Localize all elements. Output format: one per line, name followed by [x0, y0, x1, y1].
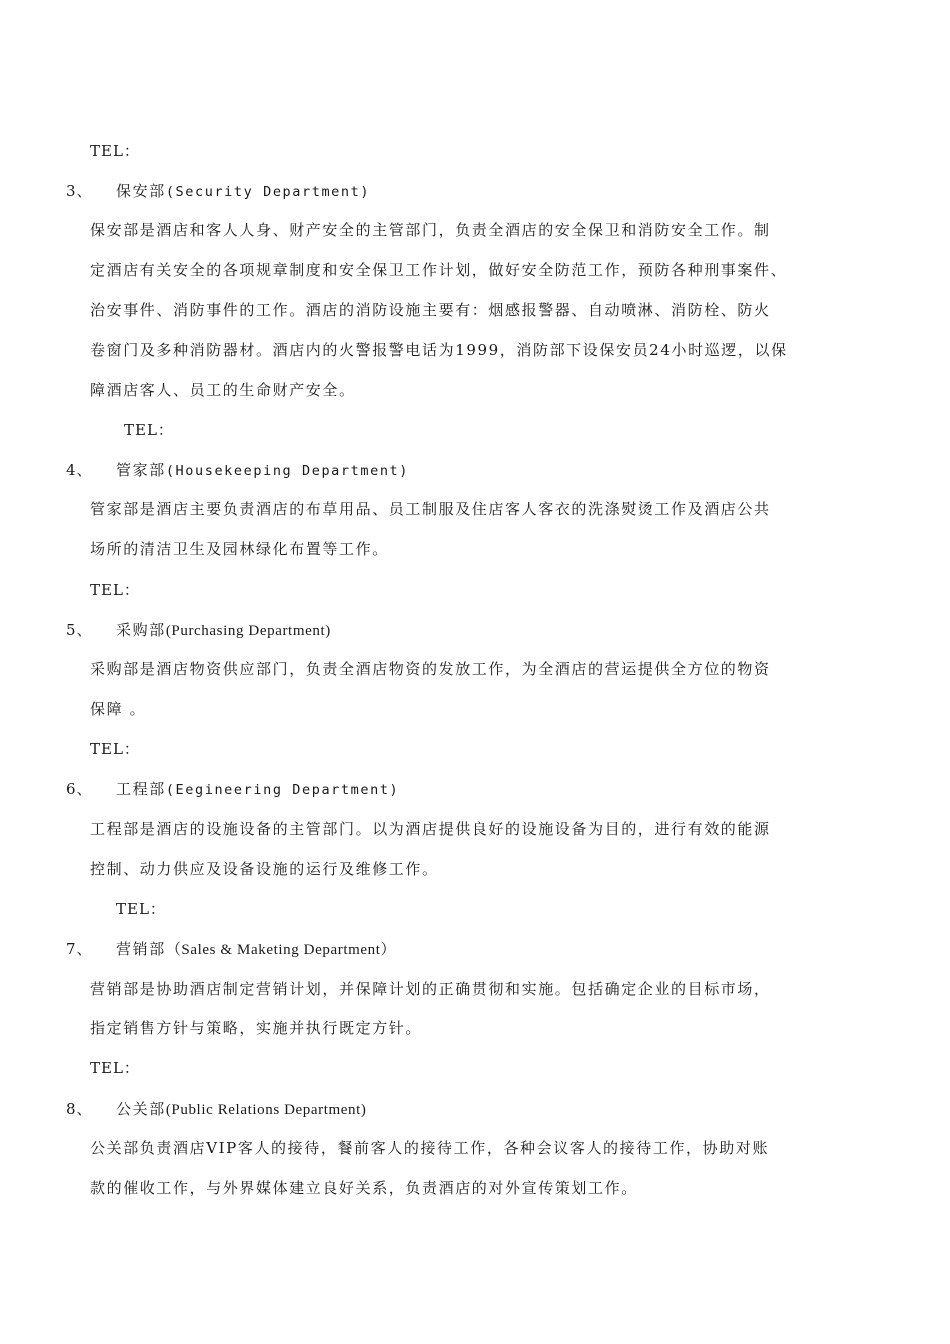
section-title-cn: 管家部 — [116, 461, 166, 479]
paragraph-line: 治安事件、消防事件的工作。酒店的消防设施主要有：烟感报警器、自动喷淋、消防栓、防火 — [90, 301, 771, 319]
section-title — [116, 939, 396, 960]
paragraph-line: 场所的清洁卫生及园林绿化布置等工作。 — [90, 540, 389, 558]
paragraph-line: 定酒店有关安全的各项规章制度和安全保卫工作计划，做好安全防范工作，预防各种刑事案件、 — [90, 261, 788, 279]
paragraph-line: 采购部是酒店物资供应部门，负责全酒店物资的发放工作，为全酒店的营运提供全方位的物资 — [90, 660, 771, 678]
section-title — [116, 620, 331, 641]
paragraph-line: 工程部是酒店的设施设备的主管部门。以为酒店提供良好的设施设备为目的，进行有效的能源 — [90, 820, 771, 838]
section-title — [116, 779, 399, 800]
paragraph-line: 指定销售方针与策略，实施并执行既定方针。 — [90, 1019, 423, 1037]
section-title-en: (Public Relations Department) — [165, 1102, 367, 1118]
section-title-cn: 工程部 — [116, 780, 166, 798]
section-number: 8、 — [66, 1100, 93, 1118]
section-number: 5、 — [66, 621, 93, 639]
paragraph-line: 公关部负责酒店VIP客人的接待，餐前客人的接待工作，各种会议客人的接待工作，协助对账 — [90, 1139, 770, 1157]
section-title-en: (Housekeeping Department) — [165, 463, 410, 479]
section-title-en: (Purchasing Department) — [165, 623, 331, 639]
section-title-en: （Sales & Maketing Department） — [165, 942, 397, 958]
tel-label: TEL： — [116, 900, 166, 918]
section-title-cn: 公关部 — [116, 1100, 166, 1118]
section-title-cn: 保安部 — [116, 182, 166, 200]
section-title — [116, 181, 370, 202]
section-title-en: (Security Department) — [165, 184, 371, 200]
paragraph-line: 保安部是酒店和客人人身、财产安全的主管部门，负责全酒店的安全保卫和消防安全工作。制 — [90, 221, 771, 239]
paragraph-line: 管家部是酒店主要负责酒店的布草用品、员工制服及住店客人客衣的洗涤熨烫工作及酒店公共 — [90, 500, 771, 518]
paragraph-line: 保障 。 — [90, 700, 147, 718]
tel-label: TEL： — [90, 581, 140, 599]
section-number: 3、 — [66, 182, 93, 200]
section-title-en: (Eegineering Department) — [165, 782, 400, 798]
section-number: 7、 — [66, 940, 93, 958]
section-number: 6、 — [66, 780, 93, 798]
paragraph-line: 卷窗门及多种消防器材。酒店内的火警报警电话为1999，消防部下设保安员24小时巡逻，以保 — [90, 341, 788, 359]
paragraph-line: 营销部是协助酒店制定营销计划，并保障计划的正确贯彻和实施。包括确定企业的目标市场， — [90, 980, 771, 998]
tel-label: TEL： — [90, 142, 140, 160]
tel-label: TEL： — [90, 740, 140, 758]
paragraph-line: 控制、动力供应及设备设施的运行及维修工作。 — [90, 860, 439, 878]
section-title-cn: 采购部 — [116, 621, 166, 639]
tel-label: TEL： — [124, 421, 174, 439]
paragraph-line: 款的催收工作，与外界媒体建立良好关系，负责酒店的对外宣传策划工作。 — [90, 1179, 638, 1197]
section-title-cn: 营销部 — [116, 940, 166, 958]
paragraph-line: 障酒店客人、员工的生命财产安全。 — [90, 381, 356, 399]
section-title — [116, 1099, 367, 1120]
tel-label: TEL： — [90, 1059, 140, 1077]
section-number: 4、 — [66, 461, 93, 479]
section-title — [116, 460, 409, 481]
